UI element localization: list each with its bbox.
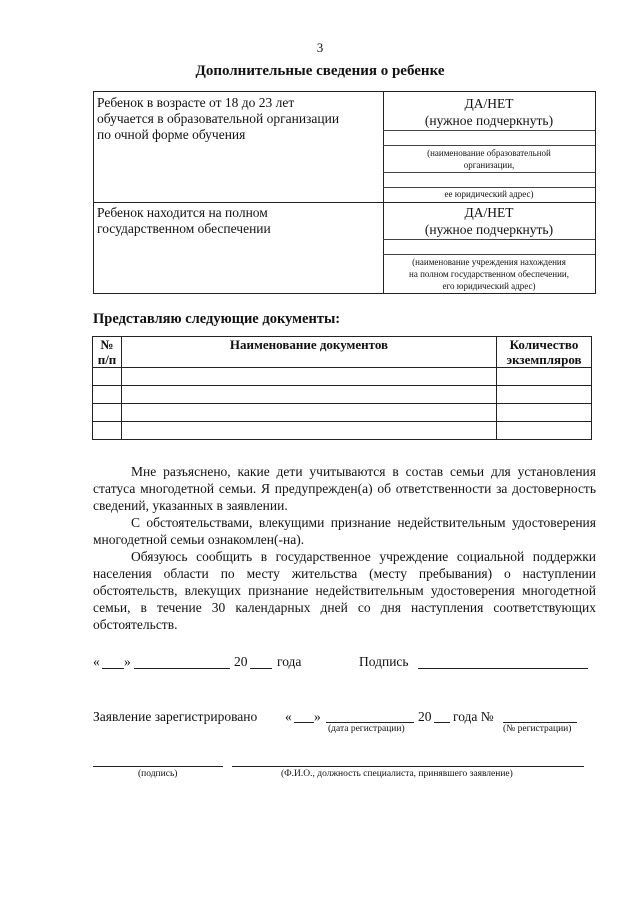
state-care-answer-yes-no[interactable]: ДА/НЕТ: [464, 205, 514, 220]
year-suffix: года: [277, 654, 302, 669]
row-number-cell[interactable]: [93, 422, 122, 440]
header-line: экземпляров: [506, 352, 582, 367]
row-number-cell[interactable]: [93, 404, 122, 422]
copies-cell[interactable]: [497, 386, 592, 404]
student-question-line: Ребенок в возрасте от 18 до 23 лет: [97, 95, 295, 110]
school-address-caption: ее юридический адрес): [444, 189, 534, 199]
page-number: 3: [316, 40, 324, 55]
table-row: [93, 368, 592, 386]
header-line: Количество: [509, 337, 579, 352]
state-care-question-line: государственном обеспечении: [97, 221, 271, 236]
reg-close-quote: »: [314, 709, 321, 724]
reg-number-field[interactable]: [503, 722, 577, 723]
institution-name-line[interactable]: [383, 254, 595, 255]
reg-year-prefix: 20: [418, 709, 432, 724]
documents-table: [92, 336, 592, 440]
state-care-question-line: Ребенок находится на полном: [97, 205, 268, 220]
year-field[interactable]: [250, 668, 272, 669]
number-caption: (№ регистрации): [503, 724, 572, 734]
caption-line: (наименование учреждения нахождения: [412, 257, 566, 267]
reg-day-field[interactable]: [294, 722, 314, 723]
copies-cell[interactable]: [497, 404, 592, 422]
header-line: №: [100, 337, 114, 352]
child-info-table: [93, 91, 596, 294]
document-name-cell[interactable]: [122, 368, 497, 386]
specialist-signature-field[interactable]: [93, 766, 223, 767]
row-divider: [94, 202, 595, 203]
student-answer-hint: (нужное подчеркнуть): [424, 113, 554, 128]
reg-month-field[interactable]: [326, 722, 414, 723]
caption-line: (наименование образовательной: [427, 148, 551, 158]
column-number-header: [93, 337, 122, 368]
specialist-name-field[interactable]: [232, 766, 584, 767]
reg-open-quote: «: [285, 709, 292, 724]
table-row: [93, 422, 592, 440]
answer-underline: [383, 239, 595, 240]
date-close-quote: »: [124, 654, 131, 669]
paragraph-text: Обязуюсь сообщить в государственное учреждение социальной поддержки населения области по месту жительства (месту пребывания) о наступлении обстоятельств, влекущих признание недействительным удостоверения многодетной семьи, в течение 30 календарных дней со дня наступления соответствующих обстоятельств.: [93, 549, 596, 632]
state-care-answer-hint: (нужное подчеркнуть): [424, 222, 554, 237]
column-count-header: [497, 337, 592, 368]
signature-caption: (подпись): [138, 769, 178, 779]
documents-heading: Представляю следующие документы:: [93, 311, 341, 327]
day-field[interactable]: [102, 668, 124, 669]
reg-year-field[interactable]: [434, 722, 450, 723]
student-question-line: по очной форме обучения: [97, 127, 246, 142]
section-title: Дополнительные сведения о ребенке: [195, 63, 445, 79]
specialist-caption: (Ф.И.О., должность специалиста, принявшего заявление): [281, 769, 513, 779]
state-care-question: [97, 205, 379, 237]
student-question-line: обучается в образовательной организации: [97, 111, 340, 126]
declaration-paragraph-3: [93, 548, 596, 633]
column-name-header: Наименование документов: [122, 337, 497, 368]
row-number-cell[interactable]: [93, 386, 122, 404]
school-address-line[interactable]: [383, 172, 595, 173]
document-name-cell[interactable]: [122, 404, 497, 422]
caption-line: организации,: [463, 160, 515, 170]
table-row: [93, 404, 592, 422]
declaration-paragraph-2: [93, 514, 596, 548]
caption-line: на полном государственном обеспечении,: [409, 269, 569, 279]
paragraph-text: С обстоятельствами, влекущими признание недействительным удостоверения многодетной семьи ознакомлен(-на).: [93, 515, 596, 547]
caption-line: его юридический адрес): [442, 281, 536, 291]
school-name-line[interactable]: [383, 145, 595, 146]
row-number-cell[interactable]: [93, 368, 122, 386]
signature-field[interactable]: [418, 668, 588, 669]
header-line: п/п: [97, 352, 117, 367]
student-answer-yes-no[interactable]: ДА/НЕТ: [464, 96, 514, 111]
institution-caption: [383, 256, 595, 292]
year-prefix: 20: [234, 654, 248, 669]
answer-underline: [383, 130, 595, 131]
copies-cell[interactable]: [497, 368, 592, 386]
document-name-cell[interactable]: [122, 386, 497, 404]
paragraph-text: Мне разъяснено, какие дети учитываются в состав семьи для установления статуса многодетной семьи. Я предупрежден(а) об ответственности за достоверность сведений, указанных в заявлении.: [93, 464, 596, 513]
table-header-row: [93, 337, 592, 368]
month-field[interactable]: [134, 668, 230, 669]
declaration-paragraph-1: [93, 463, 596, 514]
signature-label: Подпись: [359, 654, 409, 669]
table-row: [93, 386, 592, 404]
student-question: [97, 95, 379, 143]
document-name-cell[interactable]: [122, 422, 497, 440]
school-name-caption: [383, 147, 595, 171]
reg-year-suffix: года №: [453, 709, 494, 724]
copies-cell[interactable]: [497, 422, 592, 440]
date-caption: (дата регистрации): [328, 724, 405, 734]
registration-label: Заявление зарегистрировано: [93, 709, 258, 724]
date-open-quote: «: [93, 654, 100, 669]
